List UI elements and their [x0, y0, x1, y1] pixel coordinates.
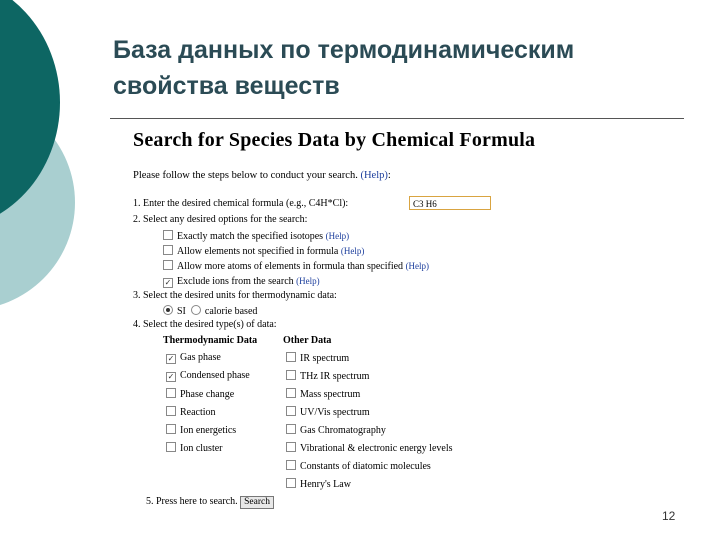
other-gas-chromatography-label: Gas Chromatography: [300, 425, 386, 436]
thermo-condensed-phase[interactable]: [166, 370, 250, 382]
option-exclude-ions-checkbox[interactable]: ✓: [164, 278, 172, 287]
step-5-label: 5. Press here to search.: [146, 496, 238, 507]
other-mass-spectrum[interactable]: [286, 388, 360, 401]
other-uv-vis-spectrum[interactable]: [286, 406, 370, 419]
other-uv-vis-spectrum-label: UV/Vis spectrum: [300, 407, 370, 418]
other-henrys-law-checkbox[interactable]: [286, 478, 296, 488]
other-diatomic-constants[interactable]: [286, 460, 431, 473]
help-link-option-2[interactable]: (Help): [340, 246, 365, 256]
other-uv-vis-spectrum-checkbox[interactable]: [286, 406, 296, 416]
step-1: [133, 198, 348, 210]
other-henrys-law[interactable]: [286, 478, 351, 491]
option-allow-elements-checkbox[interactable]: [163, 245, 173, 255]
units-si-radio[interactable]: [163, 305, 173, 315]
option-allow-more-atoms-label: Allow more atoms of elements in formula than specified: [177, 261, 404, 272]
thermo-ion-energetics-label: Ion energetics: [180, 425, 237, 436]
step-3-label: 3. Select the desired units for thermodynamic data:: [133, 290, 337, 301]
other-diatomic-constants-checkbox[interactable]: [286, 460, 296, 470]
option-exclude-ions-label: Exclude ions from the search: [177, 276, 294, 287]
other-thz-ir-spectrum-checkbox[interactable]: [286, 370, 296, 380]
thermo-ion-cluster-checkbox[interactable]: [166, 442, 176, 452]
thermo-phase-change-checkbox[interactable]: [166, 388, 176, 398]
step-4-label: 4. Select the desired type(s) of data:: [133, 319, 277, 330]
thermo-gas-phase[interactable]: [166, 352, 221, 364]
thermo-phase-change[interactable]: [166, 388, 234, 401]
thermo-header: Thermodynamic Data: [163, 335, 258, 346]
thermo-reaction-label: Reaction: [180, 407, 216, 418]
other-thz-ir-spectrum-label: THz IR spectrum: [300, 371, 370, 382]
species-search-form: [128, 122, 536, 514]
slide-title: [113, 32, 574, 104]
option-exclude-ions[interactable]: [163, 275, 320, 288]
thermo-ion-cluster-label: Ion cluster: [180, 443, 223, 454]
help-link-option-4[interactable]: (Help): [296, 276, 320, 286]
step-1-label: 1. Enter the desired chemical formula (e.g., C4H*Cl):: [133, 198, 349, 209]
form-heading: Search for Species Data by Chemical Formula: [133, 129, 536, 151]
other-header: Other Data: [283, 335, 332, 346]
option-exact-isotopes[interactable]: [163, 230, 349, 243]
formula-input[interactable]: C3 H6: [409, 196, 491, 210]
help-link-intro[interactable]: (Help): [360, 170, 388, 181]
units-si-label: SI: [177, 306, 186, 317]
title-divider: [110, 118, 684, 119]
option-allow-more-atoms[interactable]: [163, 260, 429, 273]
help-link-option-3[interactable]: (Help): [405, 261, 430, 271]
step-5: [146, 496, 274, 509]
thermo-condensed-phase-checkbox[interactable]: ✓: [167, 372, 175, 381]
other-gas-chromatography-checkbox[interactable]: [286, 424, 296, 434]
option-allow-elements-label: Allow elements not specified in formula: [177, 246, 339, 257]
page-number: 12: [662, 509, 676, 523]
units-calorie-radio[interactable]: [191, 305, 201, 315]
intro-text: Please follow the steps below to conduct your search.: [133, 170, 358, 181]
other-vibrational-levels-label: Vibrational & electronic energy levels: [300, 443, 453, 454]
thermo-ion-cluster[interactable]: [166, 442, 223, 455]
option-exact-isotopes-checkbox[interactable]: [163, 230, 173, 240]
other-mass-spectrum-label: Mass spectrum: [300, 389, 361, 400]
thermo-phase-change-label: Phase change: [180, 389, 235, 400]
form-intro: Please follow the steps below to conduct your search. (Help):: [133, 170, 391, 181]
thermo-reaction-checkbox[interactable]: [166, 406, 176, 416]
other-gas-chromatography[interactable]: [286, 424, 386, 437]
step-2-label: 2. Select any desired options for the search:: [133, 214, 308, 225]
thermo-ion-energetics[interactable]: [166, 424, 236, 437]
units-calorie-label: calorie based: [204, 306, 258, 317]
slide-title-line-2: свойства веществ: [113, 72, 340, 100]
other-vibrational-levels[interactable]: [286, 442, 453, 455]
other-mass-spectrum-checkbox[interactable]: [286, 388, 296, 398]
slide-decoration: [0, 0, 110, 540]
other-vibrational-levels-checkbox[interactable]: [286, 442, 296, 452]
other-thz-ir-spectrum[interactable]: [286, 370, 369, 383]
units-radio-group: [163, 305, 257, 318]
other-ir-spectrum[interactable]: [286, 352, 349, 365]
thermo-condensed-phase-label: Condensed phase: [180, 370, 250, 381]
other-henrys-law-label: Henry's Law: [300, 479, 351, 490]
option-allow-elements[interactable]: [163, 245, 364, 258]
option-exact-isotopes-label: Exactly match the specified isotopes: [177, 231, 324, 242]
thermo-gas-phase-checkbox[interactable]: ✓: [167, 354, 175, 363]
slide-title-line-1: База данных по термодинамическим: [113, 36, 575, 64]
option-allow-more-atoms-checkbox[interactable]: [163, 260, 173, 270]
other-ir-spectrum-checkbox[interactable]: [286, 352, 296, 362]
other-diatomic-constants-label: Constants of diatomic molecules: [300, 461, 431, 472]
thermo-ion-energetics-checkbox[interactable]: [166, 424, 176, 434]
thermo-reaction[interactable]: [166, 406, 216, 419]
search-button[interactable]: Search: [240, 496, 274, 509]
other-ir-spectrum-label: IR spectrum: [300, 353, 350, 364]
help-link-option-1[interactable]: (Help): [325, 231, 350, 241]
thermo-gas-phase-label: Gas phase: [180, 352, 221, 363]
